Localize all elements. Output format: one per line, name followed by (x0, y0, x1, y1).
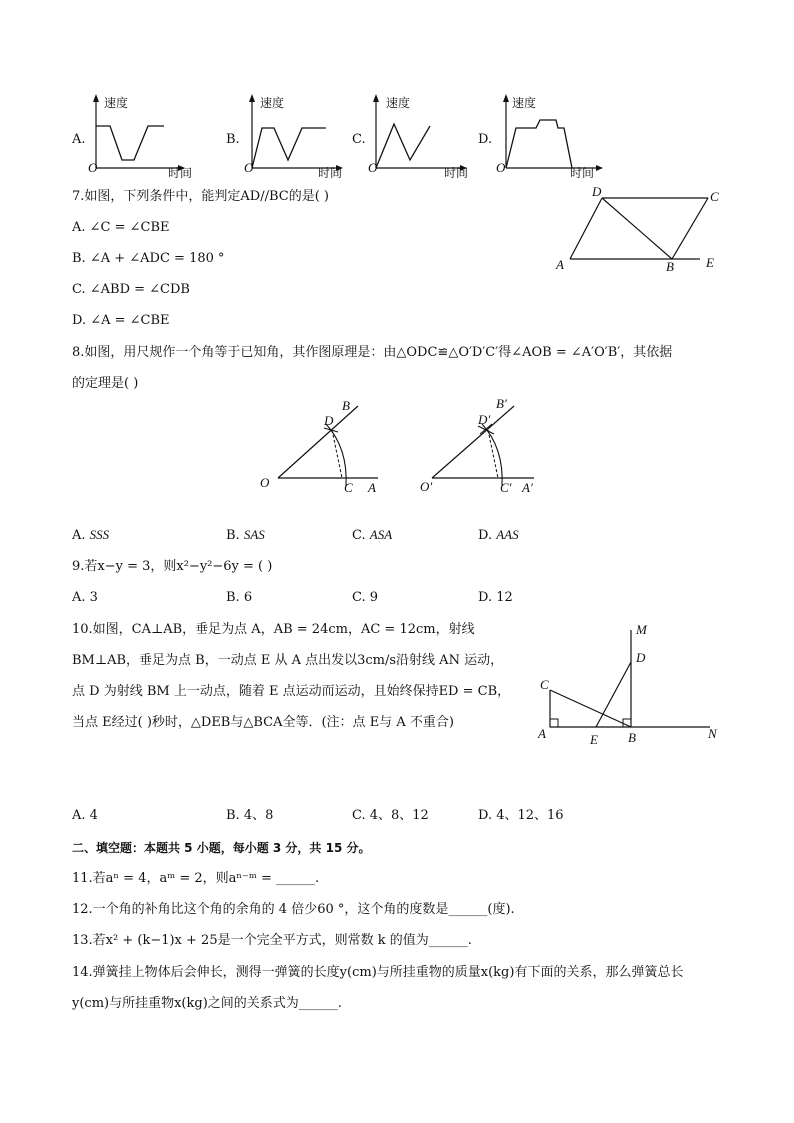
q6-option-b-xlabel: 时间 (318, 166, 343, 180)
q10-line4: 当点 E经过( )秒时，△DEB与△BCA全等．(注：点 E与 A 不重合) (72, 715, 454, 730)
q7-option-b: B. ∠A + ∠ADC = 180 ° (72, 251, 225, 266)
q9-stem: 9.若x−y = 3，则x²−y²−6y = ( ) (72, 559, 273, 574)
q9-option-c: C. 9 (352, 590, 379, 605)
q7-option-c: C. ∠ABD = ∠CDB (72, 282, 190, 297)
q12-stem: 12.一个角的补角比这个角的余角的 4 倍少60 °，这个角的度数是______(度). (72, 902, 515, 917)
q13-stem: 13.若x² + (k−1)x + 25是一个完全平方式，则常数 k 的值为______. (72, 933, 472, 948)
q8-label-c: C (344, 480, 353, 495)
q8-label-a: A (368, 480, 376, 495)
q8-option-d: D. AAS (478, 527, 519, 543)
q8-label-d-prime: D′ (478, 412, 491, 427)
q8-label-a-prime: A′ (522, 480, 533, 495)
q7-option-a: A. ∠C = ∠CBE (72, 220, 170, 235)
q8-option-a: A. SSS (72, 527, 110, 543)
q6-option-a-letter: A. (72, 132, 86, 147)
q8-label-b: B (342, 398, 350, 413)
q6-option-b-letter: B. (226, 132, 240, 147)
q10-line3: 点 D 为射线 BM 上一动点，随着 E 点运动而运动，且始终保持ED = CB， (72, 684, 511, 699)
q7-label-d: D (592, 184, 602, 199)
q8-option-b: B. SAS (226, 527, 265, 543)
q8-label-c-prime: C′ (500, 480, 512, 495)
q11-stem: 11.若aⁿ = 4，aᵐ = 2，则aⁿ⁻ᵐ = ______. (72, 871, 320, 886)
q10-label-b: B (628, 730, 636, 745)
q6-option-d-ylabel: 速度 (512, 96, 537, 110)
q8-option-c: C. ASA (352, 527, 393, 543)
q10-label-m: M (636, 622, 647, 637)
q7-label-e: E (706, 255, 714, 270)
q6-option-c-letter: C. (352, 132, 366, 147)
section2-title: 二、填空题：本题共 5 小题，每小题 3 分，共 15 分。 (72, 841, 371, 855)
q7-figure (560, 186, 730, 276)
q6-option-d-xlabel: 时间 (570, 166, 595, 180)
q10-line1: 10.如图，CA⊥AB，垂足为点 A，AB = 24cm，AC = 12cm，射线 (72, 622, 475, 637)
q14-line2: y(cm)与所挂重物x(kg)之间的关系式为______. (72, 996, 342, 1011)
q10-label-e: E (590, 732, 598, 747)
q7-label-a: A (556, 257, 564, 272)
q8-label-o-prime: O′ (420, 479, 433, 494)
q14-line1: 14.弹簧挂上物体后会伸长，测得一弹簧的长度y(cm)与所挂重物的质量x(kg)有下面的关系，那么弹簧总长 (72, 965, 684, 980)
q8-option-b-text: SAS (243, 527, 265, 542)
q6-option-c-ylabel: 速度 (386, 96, 411, 110)
q10-line2: BM⊥AB，垂足为点 B，一动点 E 从 A 点出发以3cm/s沿射线 AN 运动， (72, 653, 504, 668)
q7-option-d: D. ∠A = ∠CBE (72, 313, 170, 328)
q7-stem: 7.如图，下列条件中，能判定AD//BC的是( ) (72, 189, 329, 204)
q8-option-c-text: ASA (369, 527, 393, 542)
q10-label-c: C (540, 677, 549, 692)
q8-label-b-prime: B′ (496, 396, 507, 411)
q8-label-d: D (324, 413, 334, 428)
q10-figure (540, 620, 720, 740)
q8-option-a-text: SSS (89, 527, 110, 542)
q8-option-d-text: AAS (496, 527, 519, 542)
q6-option-d-letter: D. (478, 132, 493, 147)
q10-option-d: D. 4、12、16 (478, 808, 564, 823)
q8-stem-line2: 的定理是( ) (72, 376, 139, 391)
q6-option-a-ylabel: 速度 (104, 96, 129, 110)
q8-label-o: O (260, 475, 270, 490)
q6-option-a-origin: O (88, 160, 98, 175)
q7-label-b: B (666, 259, 674, 274)
q6-option-c-xlabel: 时间 (444, 166, 469, 180)
q6-option-c-origin: O (368, 160, 378, 175)
q7-label-c: C (710, 189, 719, 204)
q6-option-d-origin: O (496, 160, 506, 175)
q6-option-a-xlabel: 时间 (168, 166, 193, 180)
q9-option-d: D. 12 (478, 590, 513, 605)
q10-option-c: C. 4、8、12 (352, 808, 429, 823)
q10-label-n: N (708, 726, 717, 741)
q10-option-a: A. 4 (72, 808, 98, 823)
q9-option-b: B. 6 (226, 590, 253, 605)
q9-option-a: A. 3 (72, 590, 98, 605)
q6-option-b-origin: O (244, 160, 254, 175)
q6-option-b-ylabel: 速度 (260, 96, 285, 110)
q10-label-a: A (538, 726, 546, 741)
q10-option-b: B. 4、8 (226, 808, 274, 823)
q10-label-d: D (636, 650, 646, 665)
q8-stem-line1: 8.如图，用尺规作一个角等于已知角，其作图原理是：由△ODC≌△O′D′C′得∠AOB = ∠A′O′B′，其依据 (72, 345, 673, 360)
